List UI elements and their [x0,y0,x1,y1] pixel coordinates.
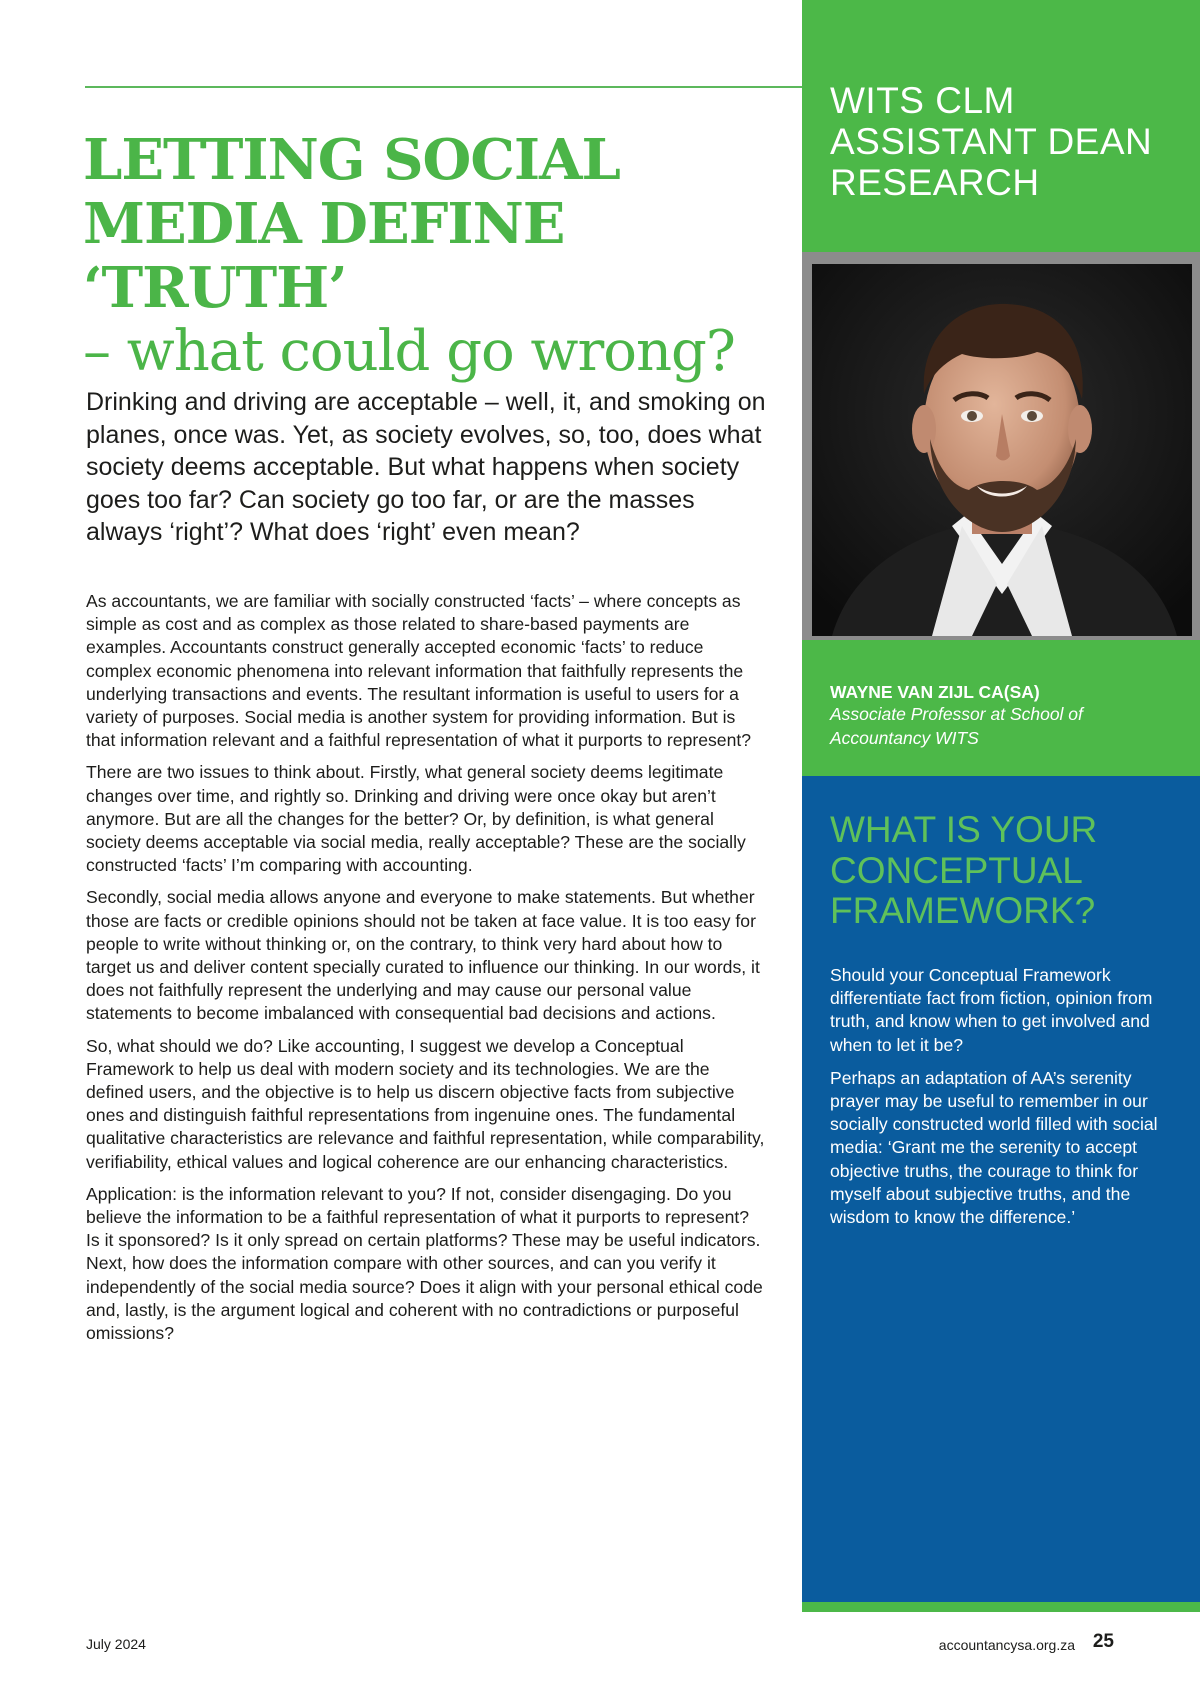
footer-issue-date: July 2024 [86,1636,146,1652]
author-name: WAYNE VAN ZIJL CA(SA) [830,682,1040,702]
body-paragraph: Secondly, social media allows anyone and everyone to make statements. But whether those are facts or credible opinions should not be taken at face value. It is too easy for people to write without thinking or, on the contrary, to think very hard about how to target us and deliver content specially curated to influence our thinking. In our words, it does not faithfully represent the underlying and may cause our personal value statements to become imbalanced with consequential bad decisions and actions. [86,887,760,1024]
sidebar-bottom-stripe [802,1602,1200,1612]
article-body [86,590,766,1354]
sidebar-answer-paragraph: Perhaps an adaptation of AA’s serenity prayer may be useful to remember in our socially constructed world filled with social media: ‘Grant me the serenity to accept objective truths, the courage to think for myself about subjective truths, and the wisdom to know the difference.’ [830,1067,1158,1228]
article-headline [83,128,783,384]
headline-main: LETTING SOCIAL MEDIA DEFINE ‘TRUTH’ [83,127,620,321]
article-intro: Drinking and driving are acceptable – well, it, and smoking on planes, once was. Yet, as society evolves, so, too, does what society deems acceptable. But what happens when society goes too far? Can society go too far, or are the masses always ‘right’? What does ‘right’ even mean? [86,388,766,546]
header-rule [85,86,802,88]
sidebar-answer [830,964,1175,1239]
author-portrait-image [812,264,1192,636]
author-photo-frame [802,252,1200,640]
footer-page-number: 25 [1092,1631,1114,1652]
headline-sub: – what could go wrong? [83,319,735,384]
body-paragraph: There are two issues to think about. Firstly, what general society deems legitimate changes over time, and rightly so. Drinking and driving were once okay but aren’t anymore. But are all the changes for the better? Or, by definition, is what general society deems acceptable via social media, really acceptable? These are the socially constructed ‘facts’ I’m comparing with accounting. [86,762,746,876]
footer-website: accountancysa.org.za [938,1637,1075,1653]
body-paragraph: As accountants, we are familiar with socially constructed ‘facts’ – where concepts as simple as cost and as complex as those related to share-based payments are examples. Accountants construct generally accepted economic ‘facts’ to reduce complex economic phenomena into relevant information that faithfully represents the underlying transactions and events. The resultant information is useful to users for a variety of purposes. Social media is another system for providing information. But is that information relevant and a faithful representation of what it purports to represent? [86,591,752,751]
author-sidebar [802,0,1200,1696]
sidebar-answer-paragraph: Should your Conceptual Framework differentiate fact from fiction, opinion from truth, and know when to get involved and when to let it be? [830,965,1153,1055]
body-paragraph: Application: is the information relevant to you? If not, consider disengaging. Do you believe the information to be a faithful representation of what it purports to represent? Is it sponsored? Is it only spread on certain platforms? These may be useful indicators. Next, how does the information compare with other sources, and can you verify it independently of the social media source? Does it align with your personal ethical code and, lastly, is the argument logical and coherent with no contradictions or purposeful omissions? [86,1183,763,1344]
author-role: Associate Professor at School of Accountancy WITS [830,704,1083,748]
author-title-kicker: WITS CLM ASSISTANT DEAN RESEARCH [830,80,1153,203]
sidebar-question-heading: WHAT IS YOUR CONCEPTUAL FRAMEWORK? [830,809,1098,931]
author-photo [812,264,1192,636]
body-paragraph: So, what should we do? Like accounting, I suggest we develop a Conceptual Framework to help us deal with modern society and its technologies. We are the defined users, and the objective is to help us discern objective facts from subjective ones and distinguish faithful representations from ingenuine ones. The fundamental qualitative characteristics are relevance and faithful representation, while comparability, verifiability, ethical values and logical coherence are our enhancing characteristics. [86,1035,765,1172]
